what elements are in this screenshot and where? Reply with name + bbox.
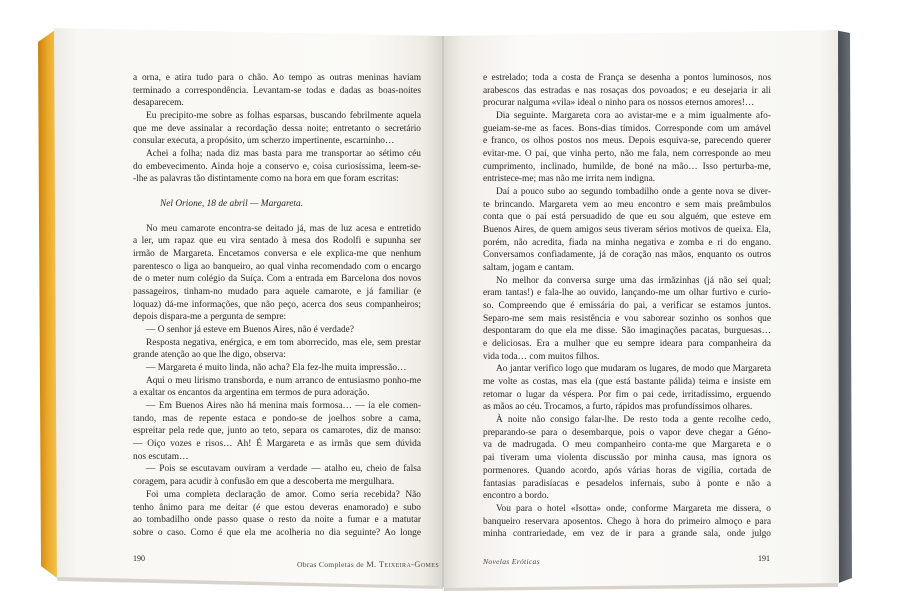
paragraph — [133, 324, 421, 337]
text-line: e deliciosas. Era a mulher que eu sempre ideara para companheira da — [483, 339, 771, 350]
text-line: sobre o caso. Como é que ela me acolheria no dia seguinte? Ao longe — [133, 527, 421, 538]
text-line: Eu precipito-me sobre as folhas esparsas, buscando febrilmente aquela — [146, 111, 421, 122]
text-line: conta que o pai está persuadido de que eu sou alguém, que esteve em — [483, 212, 771, 223]
text-line: so. Compreendo que é emissária do pai, a verificar se estamos juntos. — [483, 301, 771, 312]
paragraph — [133, 223, 421, 324]
text-line: nos escutam… — [133, 451, 189, 462]
paragraph — [483, 503, 771, 541]
page-number-left: 190 — [133, 554, 145, 563]
text-line: grande atenção ao que lhe digo, observa: — [133, 350, 286, 361]
text-line: entristece-me; mas não me irrita nem indigna. — [483, 174, 656, 185]
left-cover-edge — [38, 30, 57, 578]
paragraph — [133, 362, 421, 375]
text-line: a exaltar os encantos da argentina em termos de pura adoração. — [133, 388, 370, 399]
text-line: passageiros, tinham-no mudado para aquele camarote, e já familiar (e — [133, 287, 421, 298]
text-line: despontaram do que ela me disse. São imaginações pacatas, burguesas… — [483, 326, 771, 337]
text-line: Achei a folha; nada diz mas basta para me transportar ao sétimo céu — [146, 149, 421, 160]
text-line: irmão de Margareta. Encetamos conversa e ele explica-me que nenhum — [133, 249, 421, 260]
text-line: Daí a pouco subo ao segundo tombadilho onde a gente nova se diver- — [496, 187, 771, 198]
paragraph — [133, 463, 421, 488]
footer-prefix: Obras Completas de — [297, 560, 364, 569]
footer-author: M. Teixeira-Gomes — [366, 560, 440, 569]
paragraph — [133, 110, 421, 148]
text-line: Ao jantar verifico logo que mudaram os lugares, de modo que Margareta — [496, 364, 771, 375]
text-line: — Em Buenos Aires não há menina mais formosa… — ia ele comen- — [146, 401, 421, 412]
text-line: evitar-me. O pai, que vinha perto, não me fala, nem corresponde ao meu — [483, 149, 771, 160]
text-line: Resposta negativa, enérgica, e em tom aborrecido, mas ele, sem prestar — [146, 337, 421, 348]
text-line: va de madrugada. O meu companheiro conta-me que Margareta e o — [483, 440, 771, 451]
text-line: depois dispara-me a pergunta de sempre: — [133, 312, 287, 323]
page-number-right: 191 — [758, 554, 770, 563]
text-line: Buenos Aires, de quem amigos seus tiveram sérios motivos de queixa. Ela, — [483, 225, 771, 236]
right-page-text — [483, 72, 771, 541]
text-line: No meu camarote encontra-se deitado já, mas de luz acesa e entretido — [146, 223, 421, 234]
text-line: encontro a bordo. — [483, 491, 549, 502]
dateline: Nel Orione, 18 de abril — Margareta. — [160, 199, 304, 210]
paragraph — [483, 363, 771, 414]
text-line: — Pois se escutavam ouviram a verdade — atalho eu, cheio de falsa — [146, 464, 421, 475]
paragraph — [483, 186, 771, 275]
text-line: coragem, para acudir à confusão em que a descoberta me mergulhara. — [133, 477, 395, 488]
paragraph — [483, 414, 771, 503]
text-line: eram tantas!) e fala-lhe ao ouvido, lançando-me um olhar furtivo e curio- — [483, 288, 771, 299]
text-line: a orna, e atira tudo para o chão. Ao tempo as outras meninas haviam — [133, 73, 421, 83]
text-line: Foi uma completa declaração de amor. Como seria recebida? Não — [146, 489, 421, 500]
text-line: tenho ânimo para me deitar (é que estou deveras enamorado) e subo — [133, 502, 421, 513]
paragraph — [133, 148, 421, 186]
text-line: Conversamos confiadamente, já de coração nas mãos, enquanto os outros — [483, 250, 771, 261]
text-line: No melhor da conversa surge uma das irmãzinhas (já não sei qual; — [496, 275, 771, 286]
running-footer-left — [297, 559, 439, 571]
text-line: porém, não acredita, fiada na minha negativa e zomba e ri do engano. — [483, 237, 771, 248]
text-line: desaparecem. — [133, 98, 184, 109]
text-line: — O senhor já esteve em Buenos Aires, não é verdade? — [146, 325, 355, 336]
text-line: as mãos ao céu. Trocamos, a furto, rápidos mas profundíssimos olhares. — [483, 402, 753, 413]
text-line: consular executa, a propósito, um scherzo impertinente, escarninho… — [133, 136, 395, 147]
text-line: Aqui o meu lirismo transborda, e num arranco de entusiasmo ponho-me — [146, 375, 421, 386]
text-line: do embevecimento. Ainda hoje a conservo e, coisa curiosíssima, leem-se- — [133, 161, 421, 172]
paragraph — [483, 110, 771, 186]
text-line: parentesco o liga ao banqueiro, ao qual vinha recomendado com o encargo — [133, 261, 421, 272]
text-line: fantasias paradisíacas e pesadelos infernais, subo à ponte e não a — [483, 478, 771, 489]
text-line: loquaz) dá-me informações, que não peço, acerca dos seus companheiros; — [133, 299, 421, 310]
text-line: saltam, jogam e cantam. — [483, 263, 574, 274]
text-line: — Oiço vozes e risos… Ah! É Margareta e as irmãs que sem dúvida — [133, 439, 421, 450]
text-line: pormenores. Quando acordo, após várias horas de vigília, cortada de — [483, 465, 771, 476]
left-paragraphs-after-dateline — [133, 223, 421, 540]
text-line: minha contrariedade, em vez de ir para a grande sala, onde julgo — [483, 529, 771, 540]
text-line: cumprimento, inclinado, humilde, de boné na mão… Isso perturba-me, — [483, 161, 771, 172]
text-line: e franco, os olhos postos nos meus. Depois esquiva-se, parecendo querer — [483, 136, 771, 147]
paragraph — [133, 375, 421, 400]
text-line: me volte as costas, mas ela (que está bastante pálida) teima e insiste em — [483, 377, 771, 388]
paragraph — [483, 275, 771, 364]
text-line: À noite não consigo falar-lhe. De resto toda a gente recolhe cedo, — [496, 415, 771, 426]
paragraph — [133, 489, 421, 540]
text-line: ao tombadilho onde passo quase o resto da noite a fumar e a matutar — [133, 515, 421, 526]
paragraph — [133, 337, 421, 362]
text-line: e estrelado; toda a costa de França se desenha a pontos luminosos, nos — [483, 73, 771, 83]
text-line: preparando-se para o desembarque, pois o vapor deve chegar a Géno- — [483, 427, 771, 438]
paragraph — [483, 72, 771, 110]
left-page-text — [133, 72, 421, 540]
text-line: tando, mas de repente estaca e pondo-se de joelhos sobre a cama, — [133, 413, 421, 424]
text-line: que me deve assinalar a recordação dessa noite; entretanto o secretário — [133, 123, 421, 134]
text-line: pai tiveram uma violenta discussão por minha causa, mas ignora os — [483, 453, 771, 464]
text-line: Vou para o hotel «Isotta» onde, conforme Margareta me dissera, o — [496, 503, 771, 514]
text-line: banqueiro reservara aposentos. Chego à hora do primeiro almoço e para — [483, 516, 771, 527]
text-line: procurar nalguma «vila» ideal o ninho para os nossos eternos amores!… — [483, 98, 755, 109]
text-line: a ler, um rapaz que eu vira sentado à mesa dos Rodolfi e supunha ser — [133, 236, 421, 247]
text-line: Separo-me sem mais resistência e vou saborear sozinho os sonhos que — [483, 313, 771, 324]
left-paragraphs-before-dateline — [133, 72, 421, 186]
text-line: Dia seguinte. Margareta cora ao avistar-me e a mim igualmente afo- — [496, 111, 771, 122]
text-line: arabescos das estradas e nas rosaças dos povoados; e eu desejaria ir ali — [483, 85, 771, 96]
text-line: gueiam-se-me as faces. Bons-dias tímidos. Corresponde com um amável — [483, 123, 771, 134]
text-line: espreitar pela rede que, junto ao teto, separa os camarotes, diz de manso: — [133, 426, 421, 437]
paragraph — [133, 72, 421, 110]
text-line: te brincando. Margareta vem ao meu encontro e sem mais preâmbulos — [483, 199, 771, 210]
running-footer-right: Novelas Eróticas — [483, 557, 540, 566]
text-line: vida toda… com muitos filhos. — [483, 351, 600, 362]
text-line: — Margareta é muito linda, não acha? Ela fez-lhe muita impressão… — [146, 363, 407, 374]
text-line: -lhe as palavras tão distintamente como na hora em que foram escritas: — [133, 174, 399, 185]
text-line: retomar o lugar da véspera. Por fim o pai cede, irritadíssimo, erguendo — [483, 389, 771, 400]
paragraph — [133, 400, 421, 463]
text-line: de o meter num colégio da Suíça. Com a entrada em Barcelona dos novos — [133, 274, 421, 285]
text-line: terminado a correspondência. Levantam-se todas e dadas as boas-noites — [133, 85, 421, 96]
